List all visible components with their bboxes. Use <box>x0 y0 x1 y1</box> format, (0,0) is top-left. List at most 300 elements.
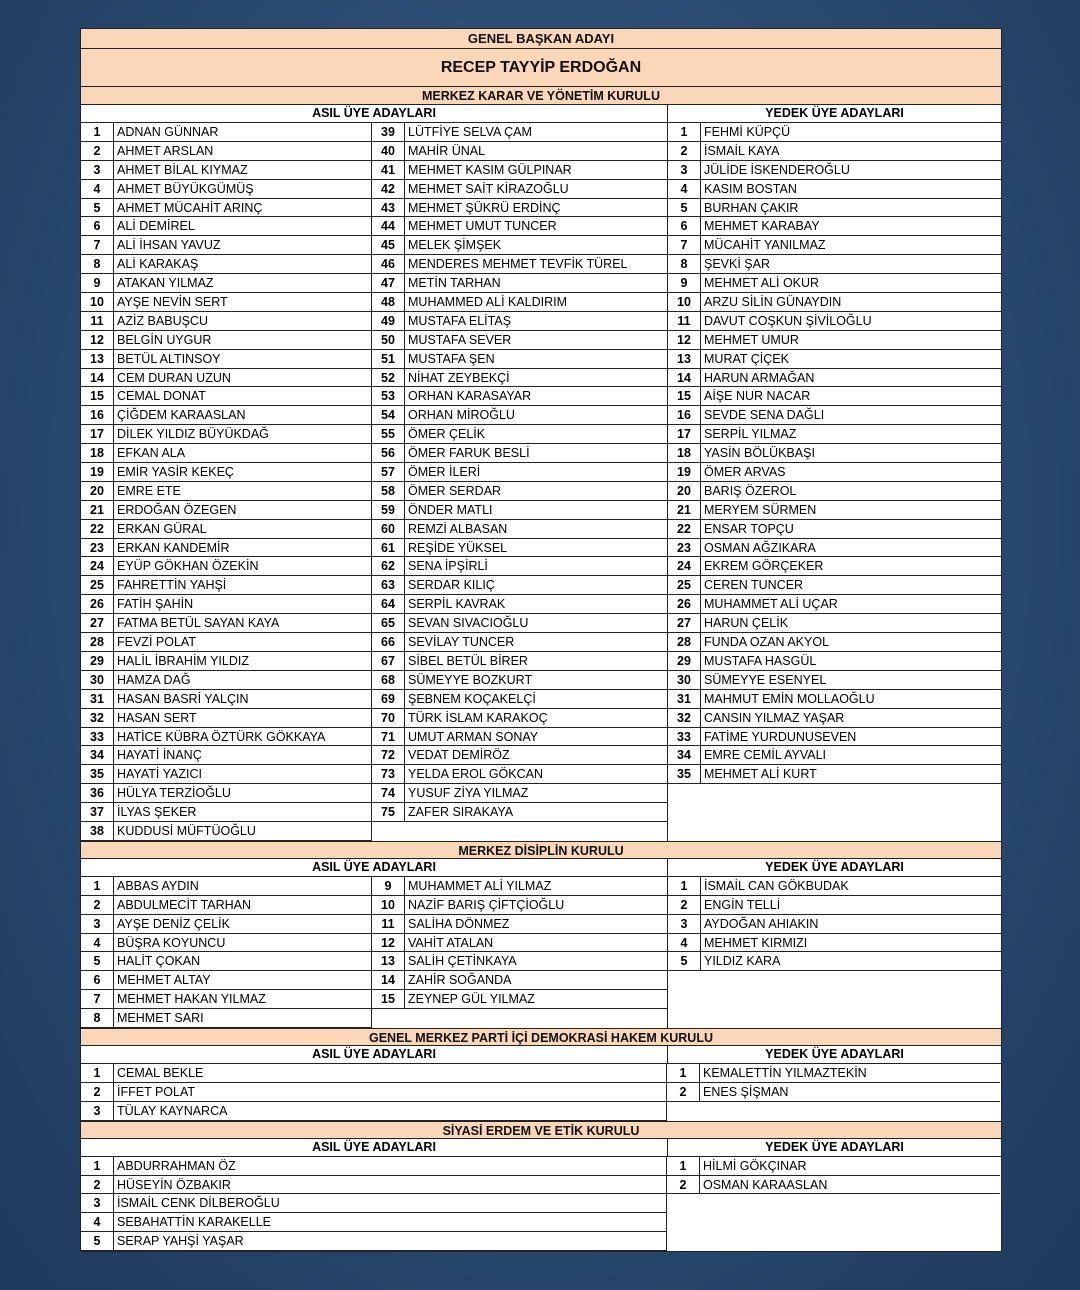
list-item <box>81 350 371 369</box>
list-item <box>372 915 667 934</box>
hakem-asil-col <box>81 1064 667 1121</box>
list-item <box>81 765 371 784</box>
item-number: 67 <box>372 652 405 671</box>
candidate-name: CEM DURAN UZUN <box>114 369 371 388</box>
item-number: 1 <box>81 123 114 142</box>
candidate-name: DİLEK YILDIZ BÜYÜKDAĞ <box>114 425 371 444</box>
list-item <box>668 255 1001 274</box>
subheader-hakem <box>81 1046 1001 1064</box>
item-number: 24 <box>668 557 701 576</box>
item-number: 1 <box>667 1157 700 1176</box>
list-item <box>668 934 1001 953</box>
candidate-name: YASİN BÖLÜKBAŞI <box>701 444 1001 463</box>
item-number: 17 <box>668 425 701 444</box>
item-number: 6 <box>668 217 701 236</box>
yedek-label: YEDEK ÜYE ADAYLARI <box>765 1139 904 1154</box>
list-item <box>668 671 1001 690</box>
item-number: 16 <box>81 406 114 425</box>
item-number: 3 <box>81 915 114 934</box>
list-item <box>668 557 1001 576</box>
item-number: 2 <box>81 1176 114 1195</box>
subheader-mkyk <box>81 105 1001 123</box>
list-item <box>372 142 667 161</box>
item-number: 9 <box>81 274 114 293</box>
item-number: 27 <box>668 614 701 633</box>
item-number: 18 <box>668 444 701 463</box>
list-item <box>372 123 667 142</box>
list-item <box>81 652 371 671</box>
item-number: 19 <box>81 463 114 482</box>
item-number: 58 <box>372 482 405 501</box>
item-number: 23 <box>81 539 114 558</box>
candidate-name: MENDERES MEHMET TEVFİK TÜREL <box>405 255 667 274</box>
candidate-name: ENES ŞİŞMAN <box>700 1083 1000 1102</box>
candidate-name: METİN TARHAN <box>405 274 667 293</box>
candidate-name: UMUT ARMAN SONAY <box>405 728 667 747</box>
list-item <box>668 180 1001 199</box>
candidate-name: SERPİL YILMAZ <box>701 425 1001 444</box>
candidate-name: BETÜL ALTINSOY <box>114 350 371 369</box>
list-item <box>81 877 371 896</box>
list-item <box>667 1064 1000 1083</box>
list-item <box>668 915 1001 934</box>
candidate-name: HALİL İBRAHİM YILDIZ <box>114 652 371 671</box>
item-number: 49 <box>372 312 405 331</box>
list-item <box>372 990 667 1009</box>
item-number: 8 <box>81 1009 114 1028</box>
list-item <box>81 199 371 218</box>
item-number: 30 <box>668 671 701 690</box>
candidate-name: ÖMER ARVAS <box>701 463 1001 482</box>
item-number: 63 <box>372 576 405 595</box>
list-item <box>668 406 1001 425</box>
item-number: 69 <box>372 690 405 709</box>
list-item <box>81 1157 666 1176</box>
item-number: 1 <box>668 123 701 142</box>
candidate-name: SÜMEYYE ESENYEL <box>701 671 1001 690</box>
asil-label: ASIL ÜYE ADAYLARI <box>81 1046 668 1063</box>
item-number: 50 <box>372 331 405 350</box>
item-number: 1 <box>667 1064 700 1083</box>
item-number: 19 <box>668 463 701 482</box>
candidate-name: ERDOĞAN ÖZEGEN <box>114 501 371 520</box>
list-item <box>81 803 371 822</box>
item-number: 4 <box>81 180 114 199</box>
candidate-name: MEHMET UMUR <box>701 331 1001 350</box>
candidate-name: HÜSEYİN ÖZBAKIR <box>114 1176 666 1195</box>
list-item <box>81 690 371 709</box>
candidate-name: SALİH ÇETİNKAYA <box>405 952 667 971</box>
candidate-name: EYÜP GÖKHAN ÖZEKİN <box>114 557 371 576</box>
item-number: 3 <box>81 161 114 180</box>
item-number: 23 <box>668 539 701 558</box>
candidate-name: HASAN BASRİ YALÇIN <box>114 690 371 709</box>
candidate-name: LÜTFİYE SELVA ÇAM <box>405 123 667 142</box>
list-item <box>81 934 371 953</box>
item-number: 47 <box>372 274 405 293</box>
item-number: 35 <box>81 765 114 784</box>
item-number: 53 <box>372 387 405 406</box>
candidate-name: ADNAN GÜNNAR <box>114 123 371 142</box>
candidate-name: EMRE ETE <box>114 482 371 501</box>
disiplin-yedek-col <box>668 877 1001 1028</box>
candidate-name: TÜRK İSLAM KARAKOÇ <box>405 709 667 728</box>
item-number: 5 <box>668 199 701 218</box>
candidate-name: FAHRETTİN YAHŞİ <box>114 576 371 595</box>
item-number: 17 <box>81 425 114 444</box>
item-number: 8 <box>81 255 114 274</box>
item-number: 43 <box>372 199 405 218</box>
candidate-name: İSMAİL CAN GÖKBUDAK <box>701 877 1001 896</box>
list-item <box>372 803 667 822</box>
candidate-name: FATMA BETÜL SAYAN KAYA <box>114 614 371 633</box>
item-number: 4 <box>668 180 701 199</box>
mkyk-asil-col-b <box>372 123 668 841</box>
item-number: 61 <box>372 539 405 558</box>
item-number: 40 <box>372 142 405 161</box>
candidate-name: JÜLİDE İSKENDEROĞLU <box>701 161 1001 180</box>
candidate-name: OSMAN AĞZIKARA <box>701 539 1001 558</box>
candidate-name: ENSAR TOPÇU <box>701 520 1001 539</box>
list-item <box>372 934 667 953</box>
list-item <box>667 1176 1000 1195</box>
candidate-name: İFFET POLAT <box>114 1083 666 1102</box>
candidate-name: MUSTAFA SEVER <box>405 331 667 350</box>
candidate-name: SİBEL BETÜL BİRER <box>405 652 667 671</box>
candidate-name: ZEYNEP GÜL YILMAZ <box>405 990 667 1009</box>
candidate-name: KUDDUSİ MÜFTÜOĞLU <box>114 822 371 841</box>
candidate-name: FEVZİ POLAT <box>114 633 371 652</box>
item-number: 11 <box>81 312 114 331</box>
list-item <box>667 1157 1000 1176</box>
candidate-name: MUSTAFA HASGÜL <box>701 652 1001 671</box>
list-item <box>81 482 371 501</box>
candidate-name: AİŞE NUR NACAR <box>701 387 1001 406</box>
list-item <box>668 293 1001 312</box>
chairman-name: RECEP TAYYİP ERDOĞAN <box>81 49 1001 87</box>
candidate-name: ABBAS AYDIN <box>114 877 371 896</box>
candidate-name: ABDURRAHMAN ÖZ <box>114 1157 666 1176</box>
item-number: 68 <box>372 671 405 690</box>
list-item <box>668 614 1001 633</box>
list-item <box>372 877 667 896</box>
list-item <box>668 896 1001 915</box>
item-number: 5 <box>81 1232 114 1251</box>
list-item <box>668 690 1001 709</box>
candidate-name: ARZU SİLİN GÜNAYDIN <box>701 293 1001 312</box>
candidate-name: AYŞE NEVİN SERT <box>114 293 371 312</box>
candidate-name: SEVİLAY TUNCER <box>405 633 667 652</box>
list-item <box>81 915 371 934</box>
candidate-name: ÖNDER MATLI <box>405 501 667 520</box>
candidate-name: SEBAHATTİN KARAKELLE <box>114 1213 666 1232</box>
list-item <box>372 557 667 576</box>
list-item <box>81 1009 371 1028</box>
item-number: 31 <box>81 690 114 709</box>
item-number: 9 <box>372 877 405 896</box>
candidate-name: SERPİL KAVRAK <box>405 595 667 614</box>
list-item <box>372 369 667 388</box>
list-item <box>81 990 371 1009</box>
list-item <box>668 199 1001 218</box>
list-item <box>668 274 1001 293</box>
item-number: 3 <box>668 915 701 934</box>
list-item <box>81 369 371 388</box>
list-item <box>372 633 667 652</box>
item-number: 51 <box>372 350 405 369</box>
item-number: 28 <box>668 633 701 652</box>
list-item <box>81 1083 666 1102</box>
item-number: 15 <box>372 990 405 1009</box>
item-number: 56 <box>372 444 405 463</box>
list-item <box>372 576 667 595</box>
list-item <box>668 161 1001 180</box>
item-number: 26 <box>668 595 701 614</box>
item-number: 45 <box>372 236 405 255</box>
list-item <box>372 274 667 293</box>
item-number: 6 <box>81 217 114 236</box>
candidate-name: CEMAL BEKLE <box>114 1064 666 1083</box>
candidate-name: HASAN SERT <box>114 709 371 728</box>
item-number: 48 <box>372 293 405 312</box>
candidate-name: HÜLYA TERZİOĞLU <box>114 784 371 803</box>
candidate-name: MUSTAFA ELİTAŞ <box>405 312 667 331</box>
candidate-name: MURAT ÇİÇEK <box>701 350 1001 369</box>
item-number: 44 <box>372 217 405 236</box>
item-number: 1 <box>81 1157 114 1176</box>
list-item <box>81 971 371 990</box>
item-number: 5 <box>81 199 114 218</box>
candidate-name: ALİ İHSAN YAVUZ <box>114 236 371 255</box>
candidate-name: OSMAN KARAASLAN <box>700 1176 1000 1195</box>
candidate-name: CANSIN YILMAZ YAŞAR <box>701 709 1001 728</box>
list-item <box>668 331 1001 350</box>
candidate-name: MUHAMMET ALİ YILMAZ <box>405 877 667 896</box>
candidate-name: SALİHA DÖNMEZ <box>405 915 667 934</box>
candidate-name: REMZİ ALBASAN <box>405 520 667 539</box>
item-number: 3 <box>81 1102 114 1121</box>
item-number: 2 <box>667 1176 700 1195</box>
item-number: 13 <box>372 952 405 971</box>
list-item <box>668 312 1001 331</box>
list-item <box>372 784 667 803</box>
list-item <box>372 746 667 765</box>
candidate-name: MEHMET HAKAN YILMAZ <box>114 990 371 1009</box>
list-item <box>81 236 371 255</box>
candidate-name: EMİR YASİR KEKEÇ <box>114 463 371 482</box>
candidate-name: ORHAN KARASAYAR <box>405 387 667 406</box>
candidate-name: MEHMET KASIM GÜLPINAR <box>405 161 667 180</box>
candidate-name: ZAHİR SOĞANDA <box>405 971 667 990</box>
list-item <box>81 671 371 690</box>
candidate-name: MEHMET ALTAY <box>114 971 371 990</box>
list-item <box>668 463 1001 482</box>
section-title-mkyk: MERKEZ KARAR VE YÖNETİM KURULU <box>81 87 1001 105</box>
candidate-name: ÖMER FARUK BESLİ <box>405 444 667 463</box>
candidate-name: AHMET BİLAL KIYMAZ <box>114 161 371 180</box>
item-number: 33 <box>668 728 701 747</box>
list-item <box>372 728 667 747</box>
candidate-name: SERAP YAHŞİ YAŞAR <box>114 1232 666 1251</box>
list-item <box>81 161 371 180</box>
item-number: 14 <box>372 971 405 990</box>
item-number: 15 <box>668 387 701 406</box>
list-item <box>668 350 1001 369</box>
candidate-name: AYDOĞAN AHIAKIN <box>701 915 1001 934</box>
candidate-name: MUHAMMED ALİ KALDIRIM <box>405 293 667 312</box>
candidate-name: SEVDE SENA DAĞLI <box>701 406 1001 425</box>
list-item <box>372 690 667 709</box>
list-item <box>81 180 371 199</box>
candidate-name: EMRE CEMİL AYVALI <box>701 746 1001 765</box>
candidate-name: HARUN ÇELİK <box>701 614 1001 633</box>
item-number: 54 <box>372 406 405 425</box>
candidate-name: AZİZ BABUŞCU <box>114 312 371 331</box>
list-item <box>668 633 1001 652</box>
candidate-name: AHMET BÜYÜKGÜMÜŞ <box>114 180 371 199</box>
list-item <box>372 614 667 633</box>
list-item <box>81 425 371 444</box>
item-number: 64 <box>372 595 405 614</box>
candidate-list-sheet <box>80 28 1002 1252</box>
item-number: 1 <box>81 877 114 896</box>
list-item <box>372 765 667 784</box>
item-number: 31 <box>668 690 701 709</box>
candidate-name: REŞİDE YÜKSEL <box>405 539 667 558</box>
item-number: 20 <box>81 482 114 501</box>
candidate-name: AHMET ARSLAN <box>114 142 371 161</box>
list-item <box>668 765 1001 784</box>
list-item <box>668 444 1001 463</box>
candidate-name: ŞEBNEM KOÇAKELÇİ <box>405 690 667 709</box>
list-item <box>372 709 667 728</box>
subheader-disiplin <box>81 859 1001 877</box>
yedek-label: YEDEK ÜYE ADAYLARI <box>765 106 904 120</box>
item-number: 12 <box>81 331 114 350</box>
candidate-name: SEVAN SIVACIOĞLU <box>405 614 667 633</box>
candidate-name: ATAKAN YILMAZ <box>114 274 371 293</box>
list-item <box>372 482 667 501</box>
item-number: 33 <box>81 728 114 747</box>
item-number: 2 <box>81 896 114 915</box>
candidate-name: MAHMUT EMİN MOLLAOĞLU <box>701 690 1001 709</box>
candidate-name: ERKAN GÜRAL <box>114 520 371 539</box>
item-number: 1 <box>668 877 701 896</box>
item-number: 29 <box>668 652 701 671</box>
etik-asil-col <box>81 1157 667 1251</box>
candidate-name: MEHMET KARABAY <box>701 217 1001 236</box>
list-item <box>81 444 371 463</box>
candidate-name: İLYAS ŞEKER <box>114 803 371 822</box>
list-item <box>372 520 667 539</box>
item-number: 38 <box>81 822 114 841</box>
list-item <box>372 293 667 312</box>
candidate-name: SERDAR KILIÇ <box>405 576 667 595</box>
item-number: 22 <box>81 520 114 539</box>
etik-body <box>81 1157 1001 1251</box>
list-item <box>81 822 371 841</box>
list-item <box>668 387 1001 406</box>
list-item <box>81 1176 666 1195</box>
candidate-name: SENA İPŞİRLİ <box>405 557 667 576</box>
item-number: 10 <box>372 896 405 915</box>
section-title-hakem: GENEL MERKEZ PARTİ İÇİ DEMOKRASİ HAKEM KURULU <box>81 1028 1001 1046</box>
item-number: 2 <box>667 1083 700 1102</box>
item-number: 72 <box>372 746 405 765</box>
candidate-name: FATİH ŞAHİN <box>114 595 371 614</box>
candidate-name: ÖMER ÇELİK <box>405 425 667 444</box>
candidate-name: FATİME YURDUNUSEVEN <box>701 728 1001 747</box>
list-item <box>81 784 371 803</box>
item-number: 34 <box>81 746 114 765</box>
item-number: 32 <box>668 709 701 728</box>
list-item <box>668 142 1001 161</box>
item-number: 14 <box>668 369 701 388</box>
item-number: 59 <box>372 501 405 520</box>
item-number: 34 <box>668 746 701 765</box>
list-item <box>81 709 371 728</box>
item-number: 29 <box>81 652 114 671</box>
candidate-name: İSMAİL CENK DİLBEROĞLU <box>114 1194 666 1213</box>
item-number: 4 <box>81 934 114 953</box>
list-item <box>372 350 667 369</box>
section-title-disiplin: MERKEZ DİSİPLİN KURULU <box>81 841 1001 859</box>
candidate-name: EKREM GÖRÇEKER <box>701 557 1001 576</box>
candidate-name: HAMZA DAĞ <box>114 671 371 690</box>
candidate-name: HATİCE KÜBRA ÖZTÜRK GÖKKAYA <box>114 728 371 747</box>
list-item <box>372 595 667 614</box>
candidate-name: KEMALETTİN YILMAZTEKİN <box>700 1064 1000 1083</box>
list-item <box>668 746 1001 765</box>
item-number: 7 <box>668 236 701 255</box>
list-item <box>372 255 667 274</box>
item-number: 14 <box>81 369 114 388</box>
item-number: 60 <box>372 520 405 539</box>
candidate-name: ORHAN MİROĞLU <box>405 406 667 425</box>
candidate-name: ALİ DEMİREL <box>114 217 371 236</box>
etik-yedek-col <box>667 1157 1000 1251</box>
list-item <box>81 576 371 595</box>
candidate-name: MEHMET SARI <box>114 1009 371 1028</box>
yedek-label: YEDEK ÜYE ADAYLARI <box>765 859 904 874</box>
item-number: 65 <box>372 614 405 633</box>
item-number: 18 <box>81 444 114 463</box>
list-item <box>668 576 1001 595</box>
item-number: 57 <box>372 463 405 482</box>
candidate-name: EFKAN ALA <box>114 444 371 463</box>
item-number: 2 <box>81 1083 114 1102</box>
disiplin-body <box>81 877 1001 1028</box>
list-item <box>372 971 667 990</box>
list-item <box>81 387 371 406</box>
item-number: 24 <box>81 557 114 576</box>
list-item <box>668 877 1001 896</box>
item-number: 5 <box>668 952 701 971</box>
item-number: 39 <box>372 123 405 142</box>
item-number: 4 <box>81 1213 114 1232</box>
list-item <box>668 482 1001 501</box>
item-number: 7 <box>81 990 114 1009</box>
mkyk-yedek-col <box>668 123 1001 841</box>
item-number: 10 <box>668 293 701 312</box>
candidate-name: ÖMER İLERİ <box>405 463 667 482</box>
list-item <box>81 1213 666 1232</box>
asil-label: ASIL ÜYE ADAYLARI <box>81 105 668 122</box>
candidate-name: MELEK ŞİMŞEK <box>405 236 667 255</box>
list-item <box>81 293 371 312</box>
item-number: 2 <box>668 896 701 915</box>
list-item <box>81 896 371 915</box>
